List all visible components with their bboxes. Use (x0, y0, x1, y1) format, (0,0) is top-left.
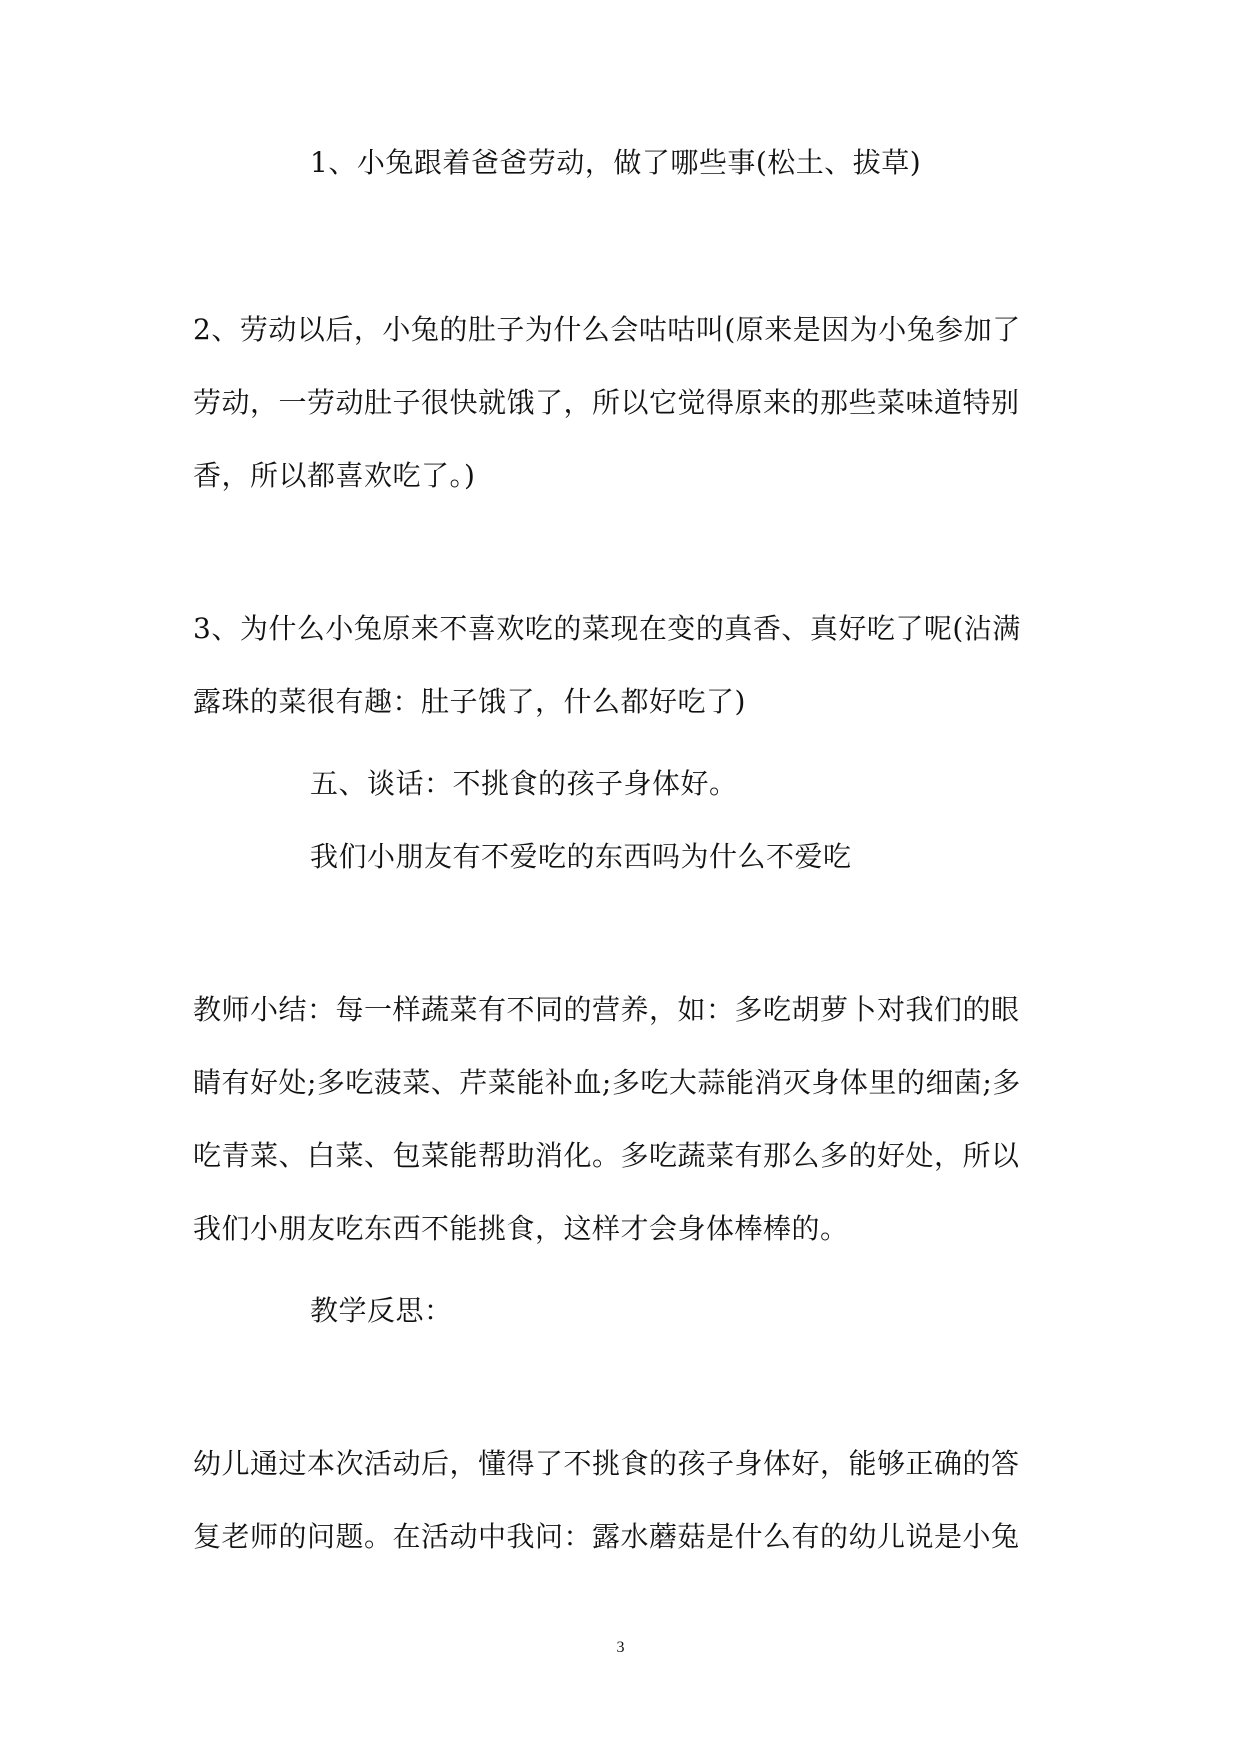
teacher-summary-line-2: 睛有好处;多吃菠菜、芹菜能补血;多吃大蒜能消灭身体里的细菌;多 (193, 1066, 1021, 1099)
discussion-question: 我们小朋友有不爱吃的东西吗为什么不爱吃 (310, 840, 852, 873)
page-number: 3 (616, 1639, 625, 1656)
question-1-line: 1、小兔跟着爸爸劳动，做了哪些事(松土、拔草) (310, 146, 922, 179)
question-3-line-2: 露珠的菜很有趣：肚子饿了，什么都好吃了) (193, 685, 746, 718)
reflection-line-2: 复老师的问题。在活动中我问：露水蘑菇是什么有的幼儿说是小兔 (193, 1520, 1020, 1553)
question-2-line-2: 劳动，一劳动肚子很快就饿了，所以它觉得原来的那些菜味道特别 (193, 386, 1020, 419)
reflection-line-1: 幼儿通过本次活动后，懂得了不挑食的孩子身体好，能够正确的答 (193, 1447, 1020, 1480)
question-3-line-1: 3、为什么小兔原来不喜欢吃的菜现在变的真香、真好吃了呢(沾满 (193, 612, 1021, 645)
question-2-line-1: 2、劳动以后，小兔的肚子为什么会咕咕叫(原来是因为小兔参加了 (193, 313, 1021, 346)
teacher-summary-line-1: 教师小结：每一样蔬菜有不同的营养，如：多吃胡萝卜对我们的眼 (193, 993, 1020, 1026)
teacher-summary-line-3: 吃青菜、白菜、包菜能帮助消化。多吃蔬菜有那么多的好处，所以 (193, 1139, 1020, 1172)
teaching-reflection-heading: 教学反思： (310, 1294, 453, 1327)
teacher-summary-line-4: 我们小朋友吃东西不能挑食，这样才会身体棒棒的。 (193, 1212, 849, 1245)
question-2-line-3: 香，所以都喜欢吃了。) (193, 459, 476, 492)
section-five-heading: 五、谈话：不挑食的孩子身体好。 (310, 767, 738, 800)
